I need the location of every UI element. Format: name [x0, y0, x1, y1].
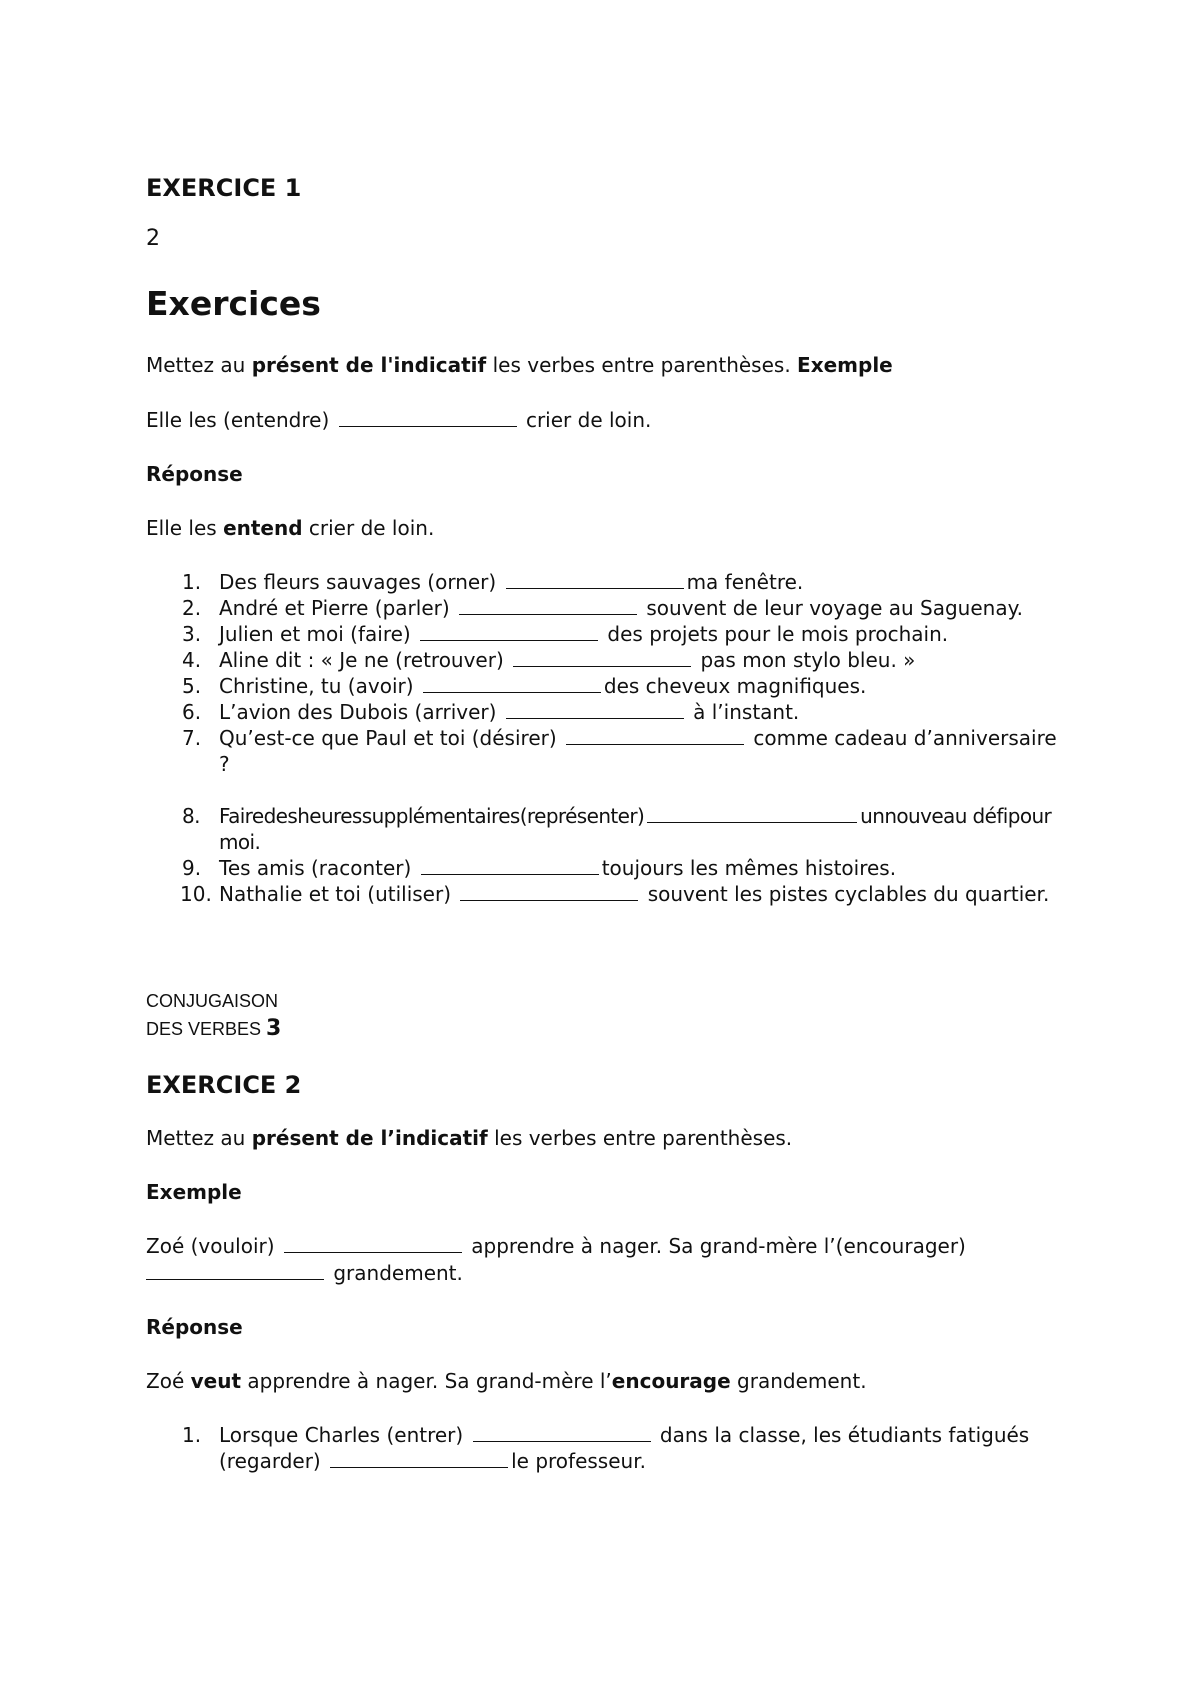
- exercise-2-list: [146, 1422, 1066, 1474]
- answer-blank: [506, 570, 684, 589]
- item-number: 8.: [182, 804, 200, 828]
- example-text: crier de loin.: [519, 408, 652, 432]
- item-number: 2.: [182, 596, 202, 620]
- item-text: pas mon stylo bleu. »: [694, 648, 916, 672]
- exercise-2-instruction: [146, 1125, 1066, 1152]
- instruction-bold-text: présent de l’indicatif: [251, 1126, 488, 1150]
- list-item: [146, 699, 1066, 725]
- document-page: [146, 170, 1066, 1474]
- item-text: Julien et moi (faire): [219, 622, 418, 646]
- list-item: [146, 803, 1066, 855]
- item-text: toujours les mêmes histoires.: [601, 856, 897, 880]
- answer-blank: [339, 408, 517, 427]
- exercise-2-heading: EXERCICE 2: [146, 1071, 302, 1099]
- answer-blank: [647, 804, 857, 823]
- answer-text: grandement.: [730, 1369, 867, 1393]
- section-page-number: 3: [266, 1016, 282, 1041]
- answer-text: Zoé: [146, 1369, 191, 1393]
- list-item: [146, 725, 1066, 777]
- page-number: 2: [146, 226, 160, 251]
- list-item: [146, 595, 1066, 621]
- item-text: Des fleurs sauvages (orner): [219, 570, 503, 594]
- item-text: Qu’est-ce que Paul et toi (désirer): [219, 726, 564, 750]
- item-text: Lorsque Charles (entrer): [219, 1423, 470, 1447]
- answer-blank: [421, 856, 599, 875]
- exercise-2-answer: [146, 1368, 1066, 1395]
- item-text: le professeur.: [511, 1449, 646, 1473]
- answer-blank: [459, 596, 637, 615]
- item-number: 1.: [182, 1423, 202, 1447]
- answer-blank: [513, 648, 691, 667]
- answer-label: Réponse: [146, 462, 243, 486]
- item-text: à l’instant.: [686, 700, 800, 724]
- example-text: apprendre à nager. Sa grand-mère l’(encourager): [464, 1234, 966, 1258]
- item-number: 4.: [182, 648, 202, 672]
- answer-verb: veut: [190, 1369, 242, 1393]
- instruction-text: les verbes entre parenthèses.: [487, 1126, 793, 1150]
- section-line-2: [146, 1015, 1066, 1043]
- list-item: [146, 647, 1066, 673]
- instruction-bold-text: présent de l'indicatif: [251, 353, 487, 377]
- instruction-text: les verbes entre parenthèses.: [486, 353, 798, 377]
- example-text: Zoé (vouloir): [146, 1234, 281, 1258]
- exercise-1-example: [146, 407, 1066, 434]
- item-text: dans la classe, les étudiants fatigués (regarder): [219, 1423, 1030, 1473]
- answer-blank: [566, 726, 744, 745]
- exercise-1-instruction: [146, 352, 1066, 379]
- item-number: 9.: [182, 856, 202, 880]
- answer-text: crier de loin.: [302, 516, 435, 540]
- exercise-1-heading: EXERCICE 1: [146, 174, 302, 202]
- exercise-1-answer: [146, 515, 1066, 542]
- answer-text: Elle les: [146, 516, 224, 540]
- section-heading: [146, 987, 1066, 1043]
- list-item: [146, 673, 1066, 699]
- item-text: Fairedesheuressupplémentaires(représenter): [219, 804, 645, 828]
- item-text: unnouveau défipour moi.: [219, 804, 1052, 854]
- item-text: Tes amis (raconter): [219, 856, 418, 880]
- answer-blank: [473, 1423, 651, 1442]
- item-text: André et Pierre (parler): [219, 596, 457, 620]
- item-text: souvent de leur voyage au Saguenay.: [640, 596, 1023, 620]
- section-text: DES VERBES: [146, 1019, 267, 1039]
- instruction-text: Mettez au: [146, 1126, 252, 1150]
- item-number: 10.: [180, 882, 212, 906]
- item-text: comme cadeau d’anniversaire ?: [219, 726, 1057, 776]
- answer-blank: [506, 700, 684, 719]
- answer-blank: [460, 882, 638, 901]
- answer-verb: encourage: [611, 1369, 731, 1393]
- item-number: 1.: [182, 570, 202, 594]
- item-text: Christine, tu (avoir): [219, 674, 420, 698]
- item-number: 7.: [182, 726, 202, 750]
- answer-blank: [330, 1449, 508, 1468]
- answer-blank: [146, 1261, 324, 1280]
- item-text: Nathalie et toi (utiliser): [219, 882, 458, 906]
- example-label: Exemple: [797, 353, 893, 377]
- answer-blank: [420, 622, 598, 641]
- answer-blank: [423, 674, 601, 693]
- list-item: [146, 881, 1066, 907]
- example-text: Elle les (entendre): [146, 408, 336, 432]
- item-text: ma fenêtre.: [686, 570, 804, 594]
- item-text: souvent les pistes cyclables du quartier.: [641, 882, 1050, 906]
- exercise-1-list: [146, 569, 1066, 907]
- section-line-1: CONJUGAISON: [146, 991, 279, 1011]
- item-number: 6.: [182, 700, 202, 724]
- example-text: grandement.: [327, 1261, 463, 1285]
- item-text: des cheveux magnifiques.: [603, 674, 867, 698]
- instruction-text: Mettez au: [146, 353, 252, 377]
- list-item: [146, 855, 1066, 881]
- list-item: [146, 621, 1066, 647]
- answer-blank: [284, 1234, 462, 1253]
- page-title: Exercices: [146, 284, 321, 323]
- item-text: Aline dit : « Je ne (retrouver): [219, 648, 511, 672]
- list-item: [146, 569, 1066, 595]
- example-label: Exemple: [146, 1180, 242, 1204]
- item-number: 3.: [182, 622, 202, 646]
- item-number: 5.: [182, 674, 202, 698]
- list-item: [146, 1422, 1066, 1474]
- item-text: L’avion des Dubois (arriver): [219, 700, 503, 724]
- exercise-2-example: [146, 1233, 1066, 1287]
- answer-label: Réponse: [146, 1315, 243, 1339]
- item-text: des projets pour le mois prochain.: [601, 622, 949, 646]
- answer-text: apprendre à nager. Sa grand-mère l’: [241, 1369, 612, 1393]
- answer-verb: entend: [223, 516, 303, 540]
